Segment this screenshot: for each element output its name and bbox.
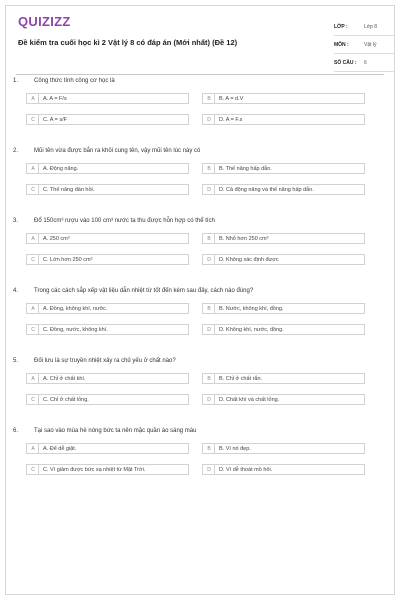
option-letter: A [28, 304, 39, 313]
answer-option-a[interactable] [26, 93, 189, 104]
option-letter: B [204, 374, 215, 383]
meta-label: SỐ CÂU : [334, 59, 357, 66]
question-text: Đối lưu là sự truyền nhiệt xảy ra chủ yếu ở chất nào? [34, 358, 176, 364]
question-number: 6. [13, 428, 19, 434]
option-text: D. Vì dễ thoát mồ hôi. [219, 466, 273, 473]
question-number: 3. [13, 218, 19, 224]
option-text: D. Chất khí và chất lỏng. [219, 396, 280, 403]
option-letter: A [28, 164, 39, 173]
answer-option-b[interactable] [202, 443, 365, 454]
option-text: B. Chỉ ở chất rắn. [219, 375, 263, 382]
meta-table [334, 18, 394, 72]
option-text: B. Nhỏ hơn 250 cm³ [219, 235, 269, 242]
question-text: Công thức tính công cơ học là [34, 78, 115, 84]
meta-row-class [334, 18, 394, 36]
answer-option-c[interactable] [26, 114, 189, 125]
answer-option-d[interactable] [202, 184, 365, 195]
option-text: D. Không xác định được [219, 256, 279, 263]
answer-option-b[interactable] [202, 93, 365, 104]
option-text: C. Thế năng đàn hồi. [43, 186, 95, 193]
option-letter: C [28, 255, 39, 264]
answer-option-d[interactable] [202, 114, 365, 125]
option-text: D. A = F.s [219, 116, 243, 123]
page-title: Đề kiểm tra cuối học kì 2 Vật lý 8 có đáp án (Mới nhất) (Đề 12) [18, 38, 238, 47]
quizizz-logo: QUIZIZZ [18, 14, 71, 29]
option-text: C. Vì giảm được bức xạ nhiệt từ Mặt Trời. [43, 466, 146, 473]
answer-option-c[interactable] [26, 394, 189, 405]
option-text: A. Động năng. [43, 165, 79, 172]
meta-value: 6 [364, 59, 367, 66]
answer-option-b[interactable] [202, 163, 365, 174]
question-text: Mũi tên vừa được bắn ra khỏi cung tên, vậy mũi tên lúc này có [34, 148, 201, 154]
answer-option-a[interactable] [26, 233, 189, 244]
question-number: 5. [13, 358, 19, 364]
answer-option-b[interactable] [202, 373, 365, 384]
option-letter: B [204, 164, 215, 173]
question-text: Trong các cách sắp xếp vật liệu dẫn nhiệt từ tốt đến kém sau đây, cách nào đúng? [34, 288, 254, 294]
option-text: C. A = s/F [43, 116, 67, 123]
answer-option-a[interactable] [26, 373, 189, 384]
option-text: C. Chỉ ở chất lỏng. [43, 396, 89, 403]
option-letter: D [204, 325, 215, 334]
option-letter: C [28, 185, 39, 194]
option-letter: A [28, 444, 39, 453]
option-text: A. Đồng, không khí, nước. [43, 305, 108, 312]
header-divider [16, 74, 384, 75]
meta-label: LỚP : [334, 23, 348, 30]
answer-option-a[interactable] [26, 443, 189, 454]
option-letter: D [204, 255, 215, 264]
answer-option-d[interactable] [202, 254, 365, 265]
option-text: B. A = d.V [219, 95, 244, 102]
question-text: Tại sao vào mùa hè nóng bức ta nên mặc quần áo sáng màu [34, 428, 197, 434]
option-text: C. Lớn hơn 250 cm³ [43, 256, 93, 263]
meta-value: Vật lý [364, 41, 377, 48]
option-text: A. A = F/s [43, 95, 67, 102]
question-number: 1. [13, 78, 19, 84]
question-number: 4. [13, 288, 19, 294]
option-letter: A [28, 94, 39, 103]
meta-row-count [334, 54, 394, 72]
meta-label: MÔN : [334, 41, 349, 48]
option-text: A. Chỉ ở chất khí. [43, 375, 86, 382]
answer-option-c[interactable] [26, 184, 189, 195]
option-text: B. Vì nó đẹp. [219, 445, 251, 452]
answer-option-b[interactable] [202, 233, 365, 244]
answer-option-d[interactable] [202, 464, 365, 475]
option-letter: A [28, 374, 39, 383]
option-letter: B [204, 234, 215, 243]
answer-option-c[interactable] [26, 464, 189, 475]
answer-option-a[interactable] [26, 303, 189, 314]
option-letter: A [28, 234, 39, 243]
answer-option-c[interactable] [26, 324, 189, 335]
option-text: A. 250 cm³ [43, 235, 70, 242]
option-letter: C [28, 465, 39, 474]
meta-value: Lớp 8 [364, 23, 378, 30]
option-text: D. Không khí, nước, đồng. [219, 326, 284, 333]
option-text: D. Cả động năng và thế năng hấp dẫn. [219, 186, 314, 193]
answer-option-d[interactable] [202, 324, 365, 335]
answer-option-d[interactable] [202, 394, 365, 405]
option-text: B. Nước, không khí, đồng. [219, 305, 284, 312]
answer-option-c[interactable] [26, 254, 189, 265]
worksheet [5, 5, 395, 595]
option-letter: D [204, 185, 215, 194]
question-number: 2. [13, 148, 19, 154]
answer-option-a[interactable] [26, 163, 189, 174]
option-letter: D [204, 395, 215, 404]
meta-row-subject [334, 36, 394, 54]
option-letter: C [28, 325, 39, 334]
option-letter: D [204, 465, 215, 474]
option-letter: B [204, 94, 215, 103]
option-text: A. Để dễ giặt. [43, 445, 77, 452]
option-letter: C [28, 115, 39, 124]
question-text: Đổ 150cm³ rượu vào 100 cm³ nước ta thu được hỗn hợp có thể tích [34, 218, 215, 224]
option-letter: C [28, 395, 39, 404]
option-letter: B [204, 304, 215, 313]
option-letter: B [204, 444, 215, 453]
answer-option-b[interactable] [202, 303, 365, 314]
option-letter: D [204, 115, 215, 124]
option-text: C. Đồng, nước, không khí. [43, 326, 108, 333]
option-text: B. Thế năng hấp dẫn. [219, 165, 272, 172]
